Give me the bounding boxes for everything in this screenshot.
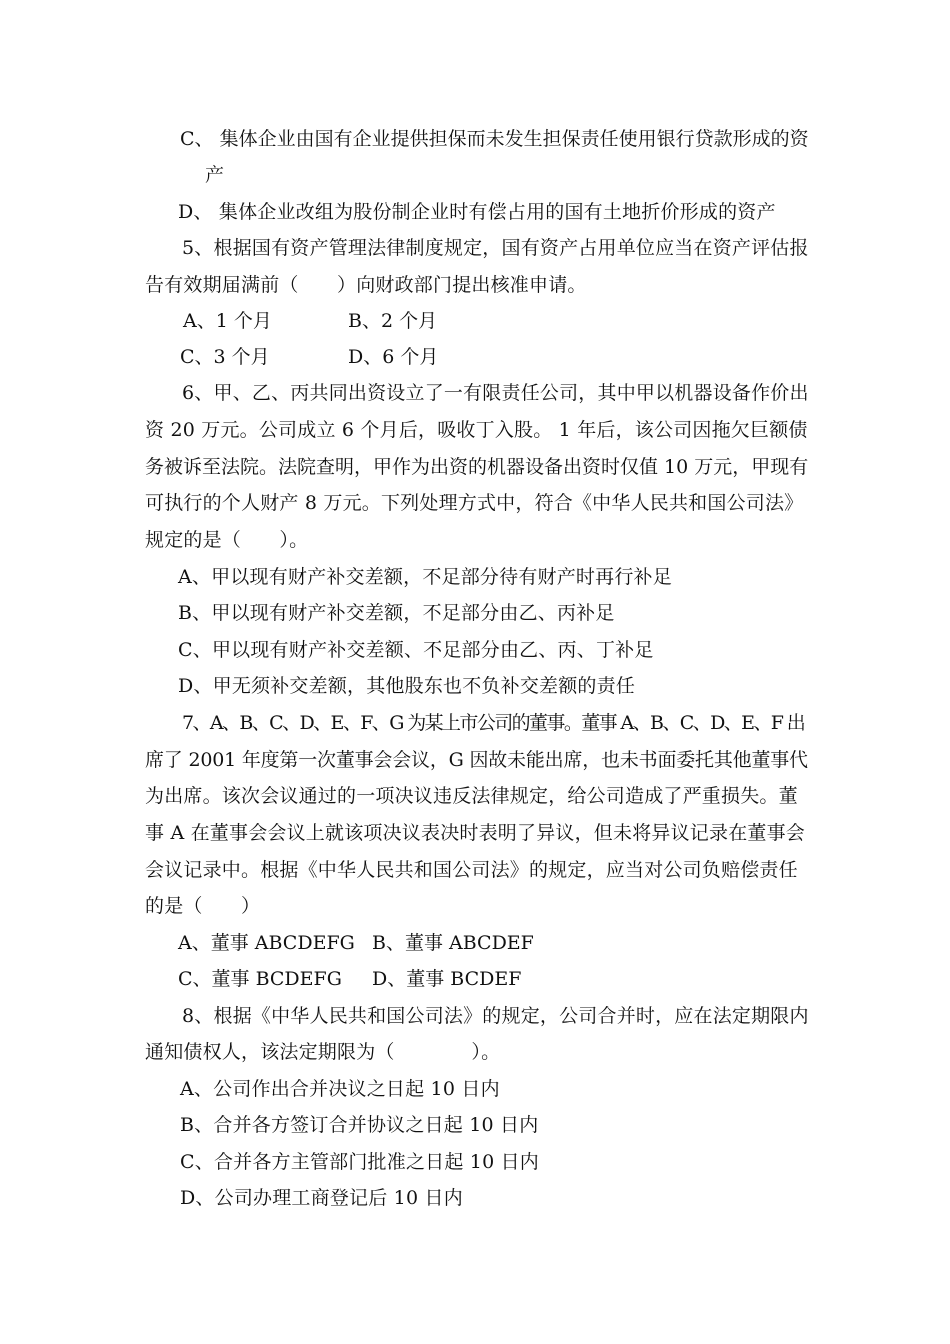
option-c-line-1: C、 集体企业由国有企业提供担保而未发生担保责任使用银行贷款形成的资 [180, 128, 809, 150]
question-6-option-d: D、甲无须补交差额，其他股东也不负补交差额的责任 [178, 675, 636, 697]
question-6-line-5: 规定的是（ ）。 [145, 529, 309, 551]
question-7-line-1: 7、A、B、C、D、E、F、G 为某上市公司的董事。董事 A、B、C、D、E、F 出 [182, 712, 805, 734]
question-7-line-3: 为出席。该次会议通过的一项决议违反法律规定，给公司造成了严重损失。董 [145, 785, 798, 807]
question-6-line-1: 6、甲、乙、丙共同出资设立了一有限责任公司，其中甲以机器设备作价出 [182, 382, 809, 404]
question-7-line-6: 的是（ ） [145, 895, 261, 917]
question-8-option-b: B、合并各方签订合并协议之日起 10 日内 [180, 1114, 539, 1136]
question-7-option-d: D、董事 BCDEF [372, 968, 522, 990]
question-7-option-c: C、董事 BCDEFG [178, 968, 342, 990]
question-5-option-a: A、1 个月 [183, 310, 272, 332]
question-5-option-b: B、2 个月 [348, 310, 438, 332]
question-5-line-1: 5、根据国有资产管理法律制度规定，国有资产占用单位应当在资产评估报 [182, 237, 809, 259]
question-5-option-d: D、6 个月 [348, 346, 439, 368]
question-6-line-2: 资 20 万元。公司成立 6 个月后，吸收丁入股。 1 年后，该公司因拖欠巨额债 [145, 419, 808, 441]
question-7-line-5: 会议记录中。根据《中华人民共和国公司法》的规定，应当对公司负赔偿责任 [145, 859, 798, 881]
question-5-line-2: 告有效期届满前（ ）向财政部门提出核准申请。 [145, 274, 587, 296]
question-8-option-d: D、公司办理工商登记后 10 日内 [180, 1187, 463, 1209]
option-d: D、 集体企业改组为股份制企业时有偿占用的国有土地折价形成的资产 [178, 201, 776, 223]
question-8-line-1: 8、根据《中华人民共和国公司法》的规定，公司合并时，应在法定期限内 [182, 1005, 809, 1027]
question-6-line-4: 可执行的个人财产 8 万元。下列处理方式中，符合《中华人民共和国公司法》 [145, 492, 804, 514]
question-5-option-c: C、3 个月 [180, 346, 270, 368]
option-c-line-2: 产 [205, 164, 225, 186]
question-6-option-b: B、甲以现有财产补交差额，不足部分由乙、丙补足 [178, 602, 615, 624]
question-8-option-c: C、合并各方主管部门批准之日起 10 日内 [180, 1151, 539, 1173]
question-7-option-a: A、董事 ABCDEFG [178, 932, 355, 954]
question-8-line-2: 通知债权人，该法定期限为（ ）。 [145, 1041, 501, 1063]
question-7-line-2: 席了 2001 年度第一次董事会会议，G 因故未能出席，也未书面委托其他董事代 [145, 749, 808, 771]
question-8-option-a: A、公司作出合并决议之日起 10 日内 [180, 1078, 500, 1100]
question-7-option-b: B、董事 ABCDEF [372, 932, 534, 954]
question-6-line-3: 务被诉至法院。法院查明，甲作为出资的机器设备出资时仅值 10 万元，甲现有 [145, 456, 809, 478]
question-6-option-a: A、甲以现有财产补交差额，不足部分待有财产时再行补足 [178, 566, 672, 588]
question-7-line-4: 事 A 在董事会会议上就该项决议表决时表明了异议，但未将异议记录在董事会 [145, 822, 806, 844]
question-6-option-c: C、甲以现有财产补交差额、不足部分由乙、丙、丁补足 [178, 639, 654, 661]
